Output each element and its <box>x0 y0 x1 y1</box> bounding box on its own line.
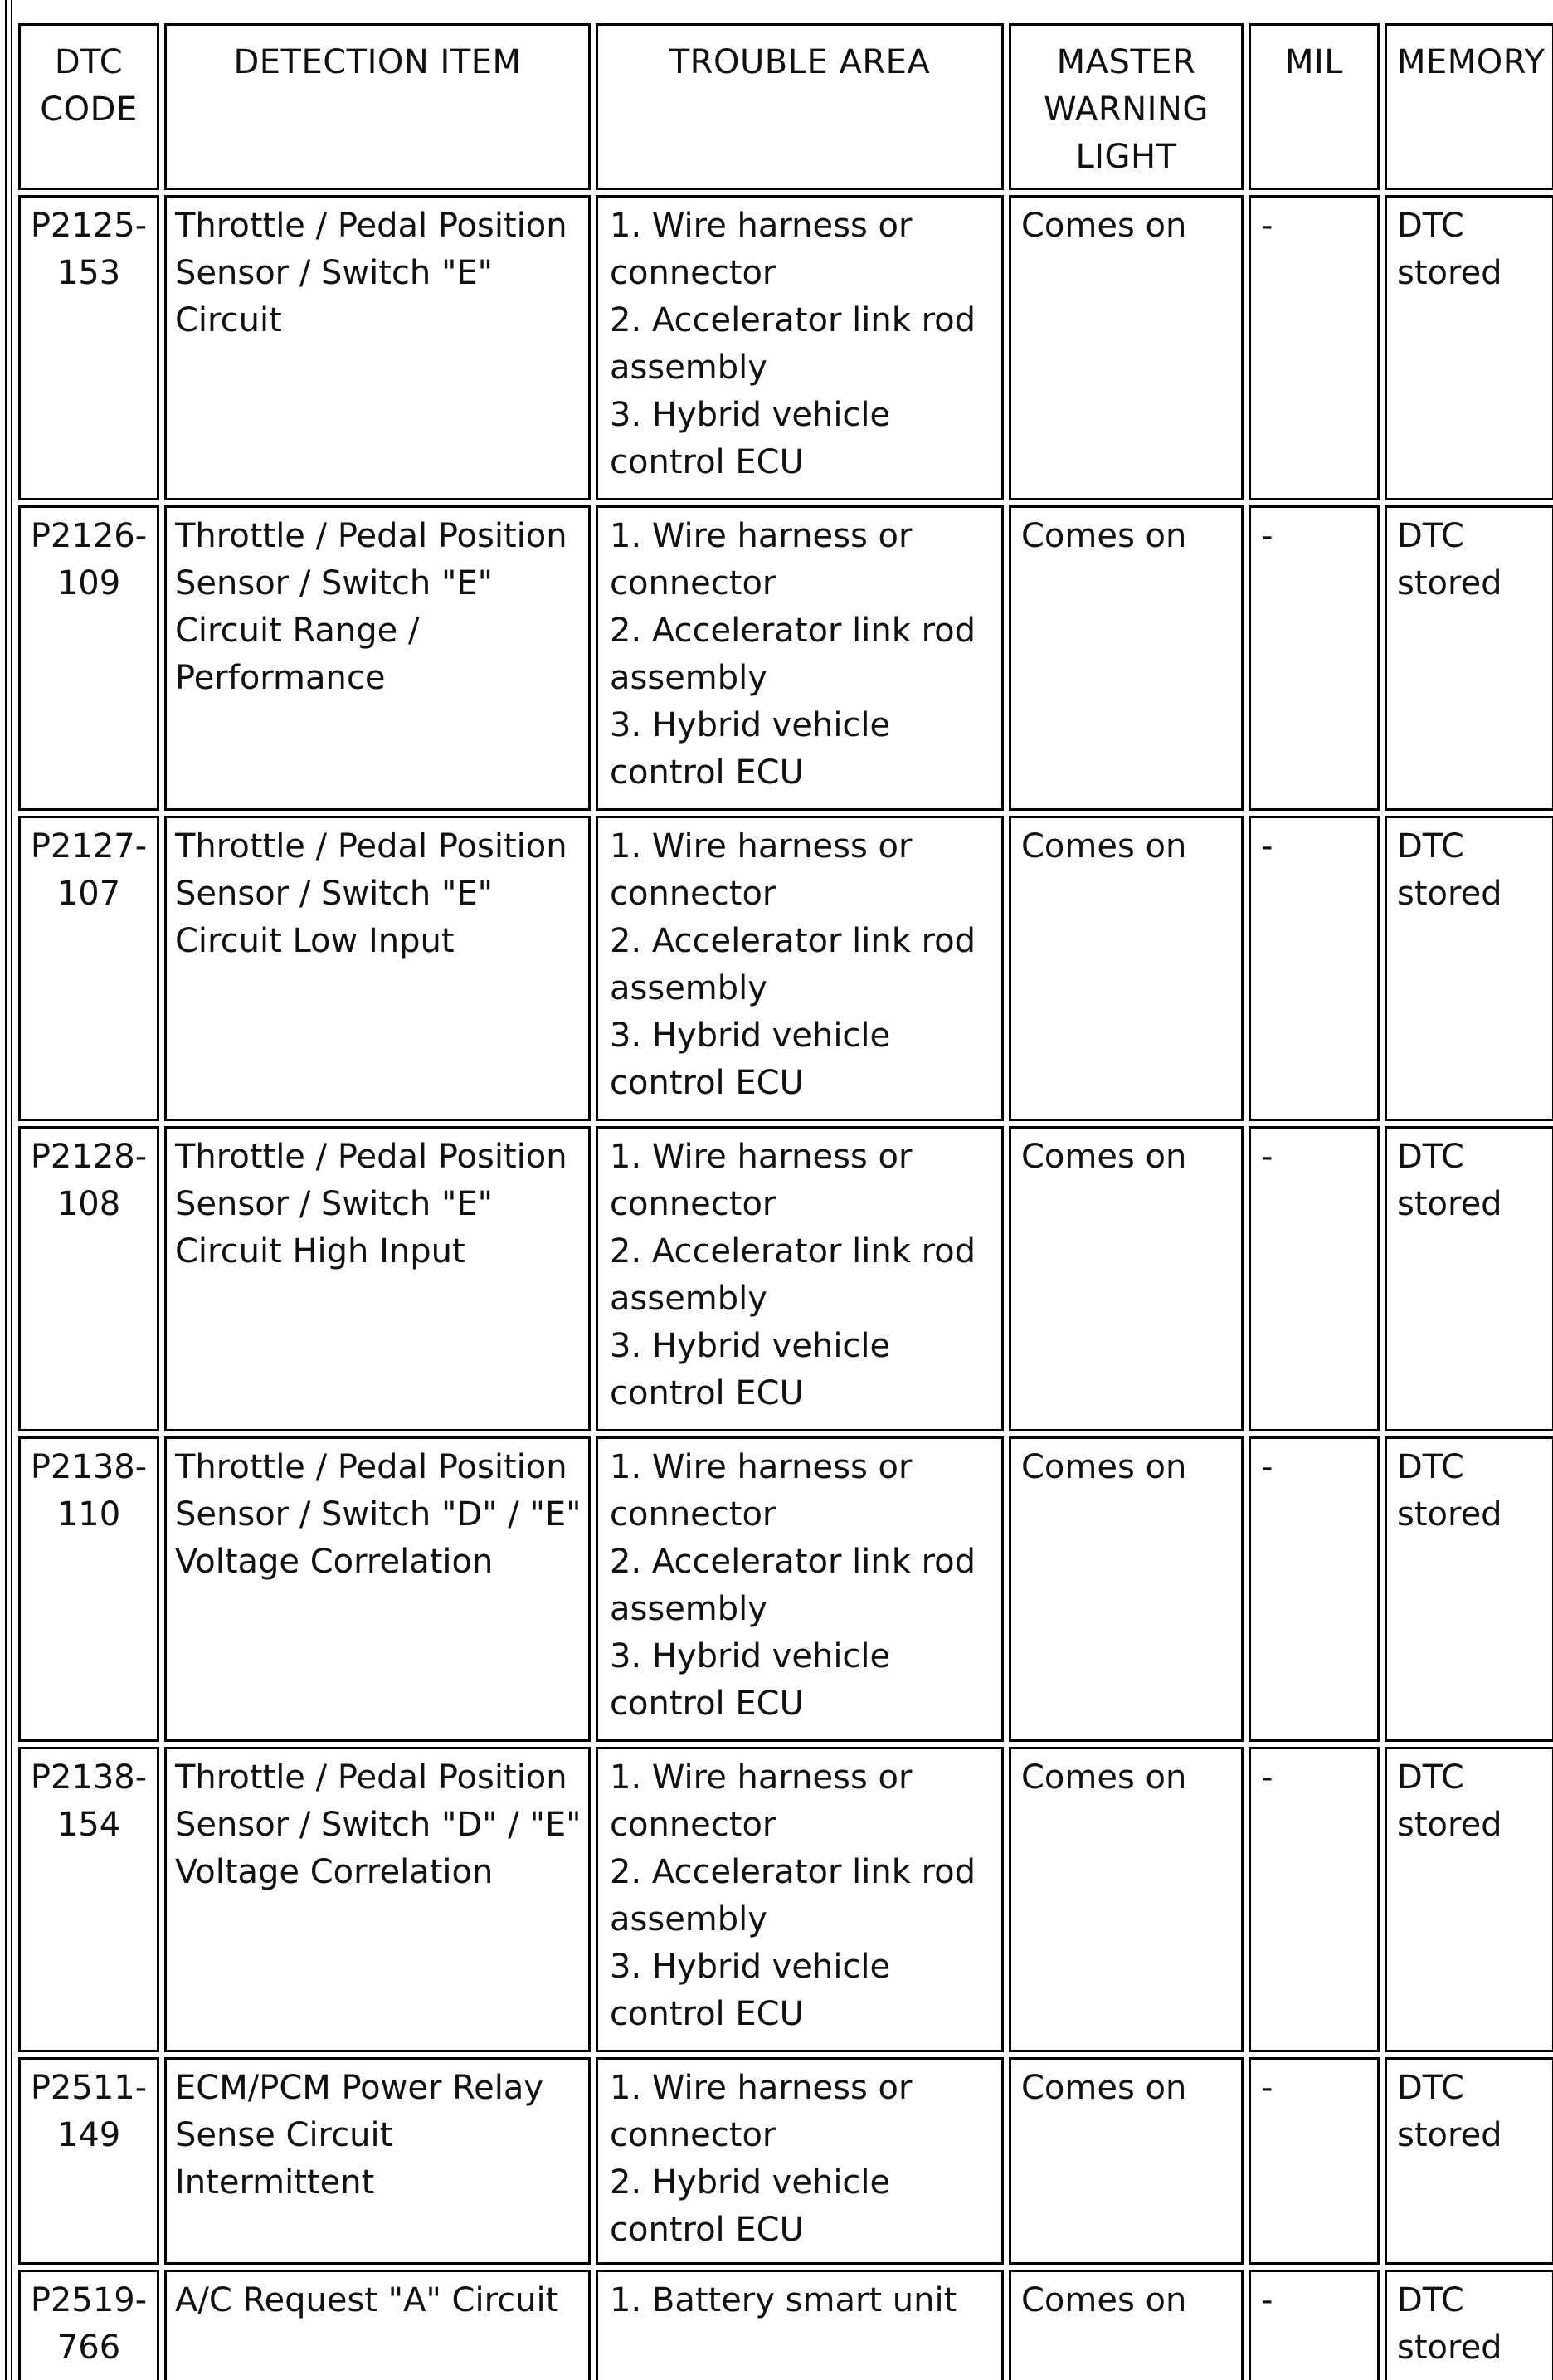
master-warning-light-cell: Comes on <box>1009 2270 1244 2380</box>
dtc-code-prefix: P2127- <box>30 827 148 866</box>
dtc-code-cell <box>18 1126 159 1431</box>
trouble-area-cell <box>596 2057 1004 2265</box>
dtc-code-cell <box>18 1747 159 2052</box>
dtc-code-suffix: 108 <box>56 1185 121 1223</box>
memory-cell: DTC stored <box>1385 1436 1553 1742</box>
trouble-area-item: 3. Hybrid vehicle control ECU <box>610 396 891 481</box>
memory-cell: DTC stored <box>1385 1126 1553 1431</box>
mil-cell: - <box>1249 816 1380 1121</box>
dtc-code-suffix: 154 <box>56 1806 121 1844</box>
trouble-area-cell <box>596 816 1004 1121</box>
trouble-area-item: 2. Accelerator link rod assembly <box>610 612 976 697</box>
dtc-code-prefix: P2126- <box>30 517 148 555</box>
left-border-line <box>5 0 7 2380</box>
mil-cell: - <box>1249 1126 1380 1431</box>
trouble-area-item: 3. Hybrid vehicle control ECU <box>610 1327 891 1412</box>
detection-item-cell: Throttle / Pedal Position Sensor / Switch "E" Circuit Range / Performance <box>164 505 591 811</box>
dtc-code-prefix: P2138- <box>30 1758 148 1797</box>
header-row <box>18 23 1553 190</box>
header-memory: MEMORY <box>1385 23 1553 190</box>
dtc-code-suffix: 149 <box>56 2116 121 2154</box>
trouble-area-item: 3. Hybrid vehicle control ECU <box>610 1948 891 2033</box>
memory-cell: DTC stored <box>1385 2057 1553 2265</box>
dtc-code-cell <box>18 2057 159 2265</box>
trouble-area-item: 1. Battery smart unit <box>610 2281 957 2319</box>
detection-item-cell: Throttle / Pedal Position Sensor / Switch "E" Circuit <box>164 195 591 500</box>
dtc-code-prefix: P2138- <box>30 1448 148 1486</box>
master-warning-light-cell: Comes on <box>1009 1747 1244 2052</box>
master-warning-light-cell: Comes on <box>1009 195 1244 500</box>
dtc-code-prefix: P2519- <box>30 2281 148 2319</box>
trouble-area-item: 1. Wire harness or connector <box>610 1758 913 1844</box>
dtc-code-prefix: P2511- <box>30 2069 148 2107</box>
header-mil: MIL <box>1249 23 1380 190</box>
memory-cell: DTC stored <box>1385 2270 1553 2380</box>
memory-cell: DTC stored <box>1385 816 1553 1121</box>
trouble-area-cell <box>596 2270 1004 2380</box>
dtc-code-cell <box>18 816 159 1121</box>
trouble-area-item: 1. Wire harness or connector <box>610 1138 913 1223</box>
mil-cell: - <box>1249 195 1380 500</box>
detection-item-cell: A/C Request "A" Circuit <box>164 2270 591 2380</box>
memory-cell: DTC stored <box>1385 195 1553 500</box>
trouble-area-item: 1. Wire harness or connector <box>610 827 913 913</box>
dtc-code-suffix: 109 <box>56 564 121 602</box>
master-warning-light-cell: Comes on <box>1009 1436 1244 1742</box>
detection-item-cell: ECM/PCM Power Relay Sense Circuit Intermittent <box>164 2057 591 2265</box>
dtc-code-prefix: P2128- <box>30 1138 148 1176</box>
trouble-area-item: 1. Wire harness or connector <box>610 517 913 602</box>
table-row <box>18 1126 1553 1431</box>
mil-cell: - <box>1249 505 1380 811</box>
master-warning-light-cell: Comes on <box>1009 816 1244 1121</box>
detection-item-cell: Throttle / Pedal Position Sensor / Switch "E" Circuit High Input <box>164 1126 591 1431</box>
detection-item-cell: Throttle / Pedal Position Sensor / Switch "E" Circuit Low Input <box>164 816 591 1121</box>
header-master-warning-light: MASTER WARNING LIGHT <box>1009 23 1244 190</box>
memory-cell: DTC stored <box>1385 505 1553 811</box>
memory-cell: DTC stored <box>1385 1747 1553 2052</box>
trouble-area-item: 1. Wire harness or connector <box>610 207 913 292</box>
header-trouble-area: TROUBLE AREA <box>596 23 1004 190</box>
trouble-area-item: 2. Accelerator link rod assembly <box>610 301 976 387</box>
table-row <box>18 2057 1553 2265</box>
dtc-code-cell <box>18 505 159 811</box>
trouble-area-cell <box>596 1436 1004 1742</box>
trouble-area-item: 2. Accelerator link rod assembly <box>610 922 976 1007</box>
mil-cell: - <box>1249 2270 1380 2380</box>
table-row <box>18 505 1553 811</box>
table-row <box>18 195 1553 500</box>
table-row <box>18 2270 1553 2380</box>
trouble-area-cell <box>596 1747 1004 2052</box>
dtc-code-cell <box>18 2270 159 2380</box>
dtc-code-prefix: P2125- <box>30 207 148 245</box>
table-row <box>18 1436 1553 1742</box>
master-warning-light-cell: Comes on <box>1009 2057 1244 2265</box>
trouble-area-item: 2. Hybrid vehicle control ECU <box>610 2163 891 2249</box>
trouble-area-cell <box>596 1126 1004 1431</box>
mil-cell: - <box>1249 1436 1380 1742</box>
trouble-area-cell <box>596 505 1004 811</box>
trouble-area-item: 3. Hybrid vehicle control ECU <box>610 706 891 792</box>
table-row <box>18 816 1553 1121</box>
dtc-code-suffix: 110 <box>56 1495 121 1534</box>
dtc-code-suffix: 153 <box>56 254 121 292</box>
trouble-area-item: 2. Accelerator link rod assembly <box>610 1543 976 1628</box>
dtc-table <box>13 18 1553 2380</box>
dtc-code-cell <box>18 1436 159 1742</box>
header-dtc-code: DTC CODE <box>18 23 159 190</box>
master-warning-light-cell: Comes on <box>1009 1126 1244 1431</box>
trouble-area-item: 3. Hybrid vehicle control ECU <box>610 1637 891 1723</box>
trouble-area-item: 2. Accelerator link rod assembly <box>610 1232 976 1318</box>
detection-item-cell: Throttle / Pedal Position Sensor / Switch "D" / "E" Voltage Correlation <box>164 1436 591 1742</box>
dtc-code-suffix: 107 <box>56 875 121 913</box>
mil-cell: - <box>1249 1747 1380 2052</box>
dtc-code-suffix: 766 <box>56 2329 121 2367</box>
mil-cell: - <box>1249 2057 1380 2265</box>
trouble-area-item: 2. Accelerator link rod assembly <box>610 1853 976 1939</box>
trouble-area-cell <box>596 195 1004 500</box>
master-warning-light-cell: Comes on <box>1009 505 1244 811</box>
trouble-area-item: 1. Wire harness or connector <box>610 2069 913 2154</box>
trouble-area-item: 3. Hybrid vehicle control ECU <box>610 1017 891 1102</box>
trouble-area-item: 1. Wire harness or connector <box>610 1448 913 1534</box>
table-row <box>18 1747 1553 2052</box>
dtc-code-cell <box>18 195 159 500</box>
header-detection-item: DETECTION ITEM <box>164 23 591 190</box>
detection-item-cell: Throttle / Pedal Position Sensor / Switch "D" / "E" Voltage Correlation <box>164 1747 591 2052</box>
left-border-line-inner <box>11 0 12 2380</box>
